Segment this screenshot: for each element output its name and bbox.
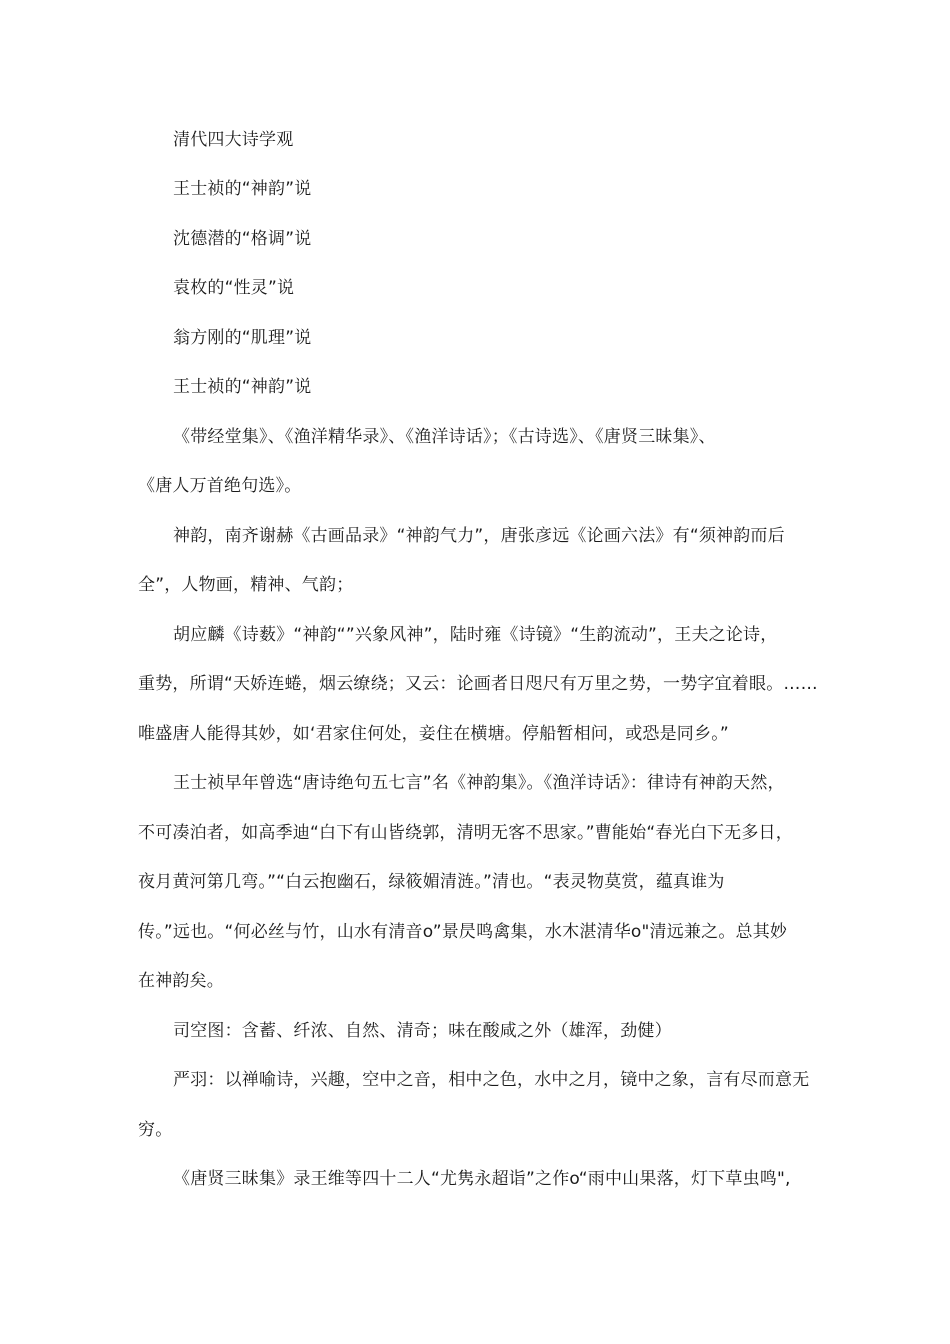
outline-item-xingling: 袁枚的“性灵”说: [173, 278, 295, 298]
paragraph-line: 司空图：含蓄、纤浓、自然、清奇；味在酸咸之外（雄浑，劲健）: [173, 1021, 672, 1041]
paragraph-line: 穷。: [138, 1120, 173, 1140]
outline-item-jili: 翁方刚的“肌理”说: [173, 328, 312, 348]
paragraph-line: 唯盛唐人能得其妙，如‘君家住何处，妾住在横塘。停船暂相问，或恐是同乡。”: [138, 724, 729, 744]
paragraph-line: 传。”远也。“何必丝与竹，山水有清音o”景昃鸣禽集，水木湛清华o"清远兼之。总其妙: [138, 922, 788, 942]
paragraph-line: 严羽：以禅喻诗，兴趣，空中之音，相中之色，水中之月，镜中之象，言有尽而意无: [173, 1070, 810, 1090]
paragraph-line: 胡应麟《诗薮》“神韵“”兴象风神”，陆时雍《诗镜》“生韵流动”，王夫之论诗，: [173, 625, 778, 645]
paragraph-line: 《带经堂集》、《渔洋精华录》、《渔洋诗话》；《古诗选》、《唐贤三昧集》、: [173, 427, 716, 447]
paragraph-line: 《唐人万首绝句选》。: [138, 476, 302, 496]
outline-item-shenyun: 王士祯的“神韵”说: [173, 179, 312, 199]
paragraph-line: 在神韵矣。: [138, 971, 224, 991]
section-title: 清代四大诗学观: [173, 130, 294, 150]
paragraph-line: 全”，人物画，精神、气韵；: [138, 575, 354, 595]
paragraph-line: 重势，所谓“天娇连蜷，烟云缭绕；又云：论画者日咫尺有万里之势，一势字宜着眼。……: [138, 674, 818, 694]
outline-item-gediao: 沈德潜的“格调”说: [173, 229, 312, 249]
paragraph-line: 夜月黄河第几弯。”“白云抱幽石，绿筱媚清涟。”清也。“表灵物莫赏，蕴真谁为: [138, 872, 725, 892]
paragraph-line: 神韵，南齐谢赫《古画品录》“神韵气力”，唐张彦远《论画六法》有“须神韵而后: [173, 526, 785, 546]
subsection-heading: 王士祯的“神韵”说: [173, 377, 312, 397]
paragraph-line: 不可凑泊者，如高季迪“白下有山皆绕郭，清明无客不思家。”曹能始“春光白下无多日，: [138, 823, 793, 843]
paragraph-line: 《唐贤三昧集》录王维等四十二人“尤隽永超诣”之作o“雨中山果落，灯下草虫鸣",: [173, 1169, 791, 1189]
paragraph-line: 王士祯早年曾选“唐诗绝句五七言”名《神韵集》。《渔洋诗话》：律诗有神韵天然，: [173, 773, 785, 793]
